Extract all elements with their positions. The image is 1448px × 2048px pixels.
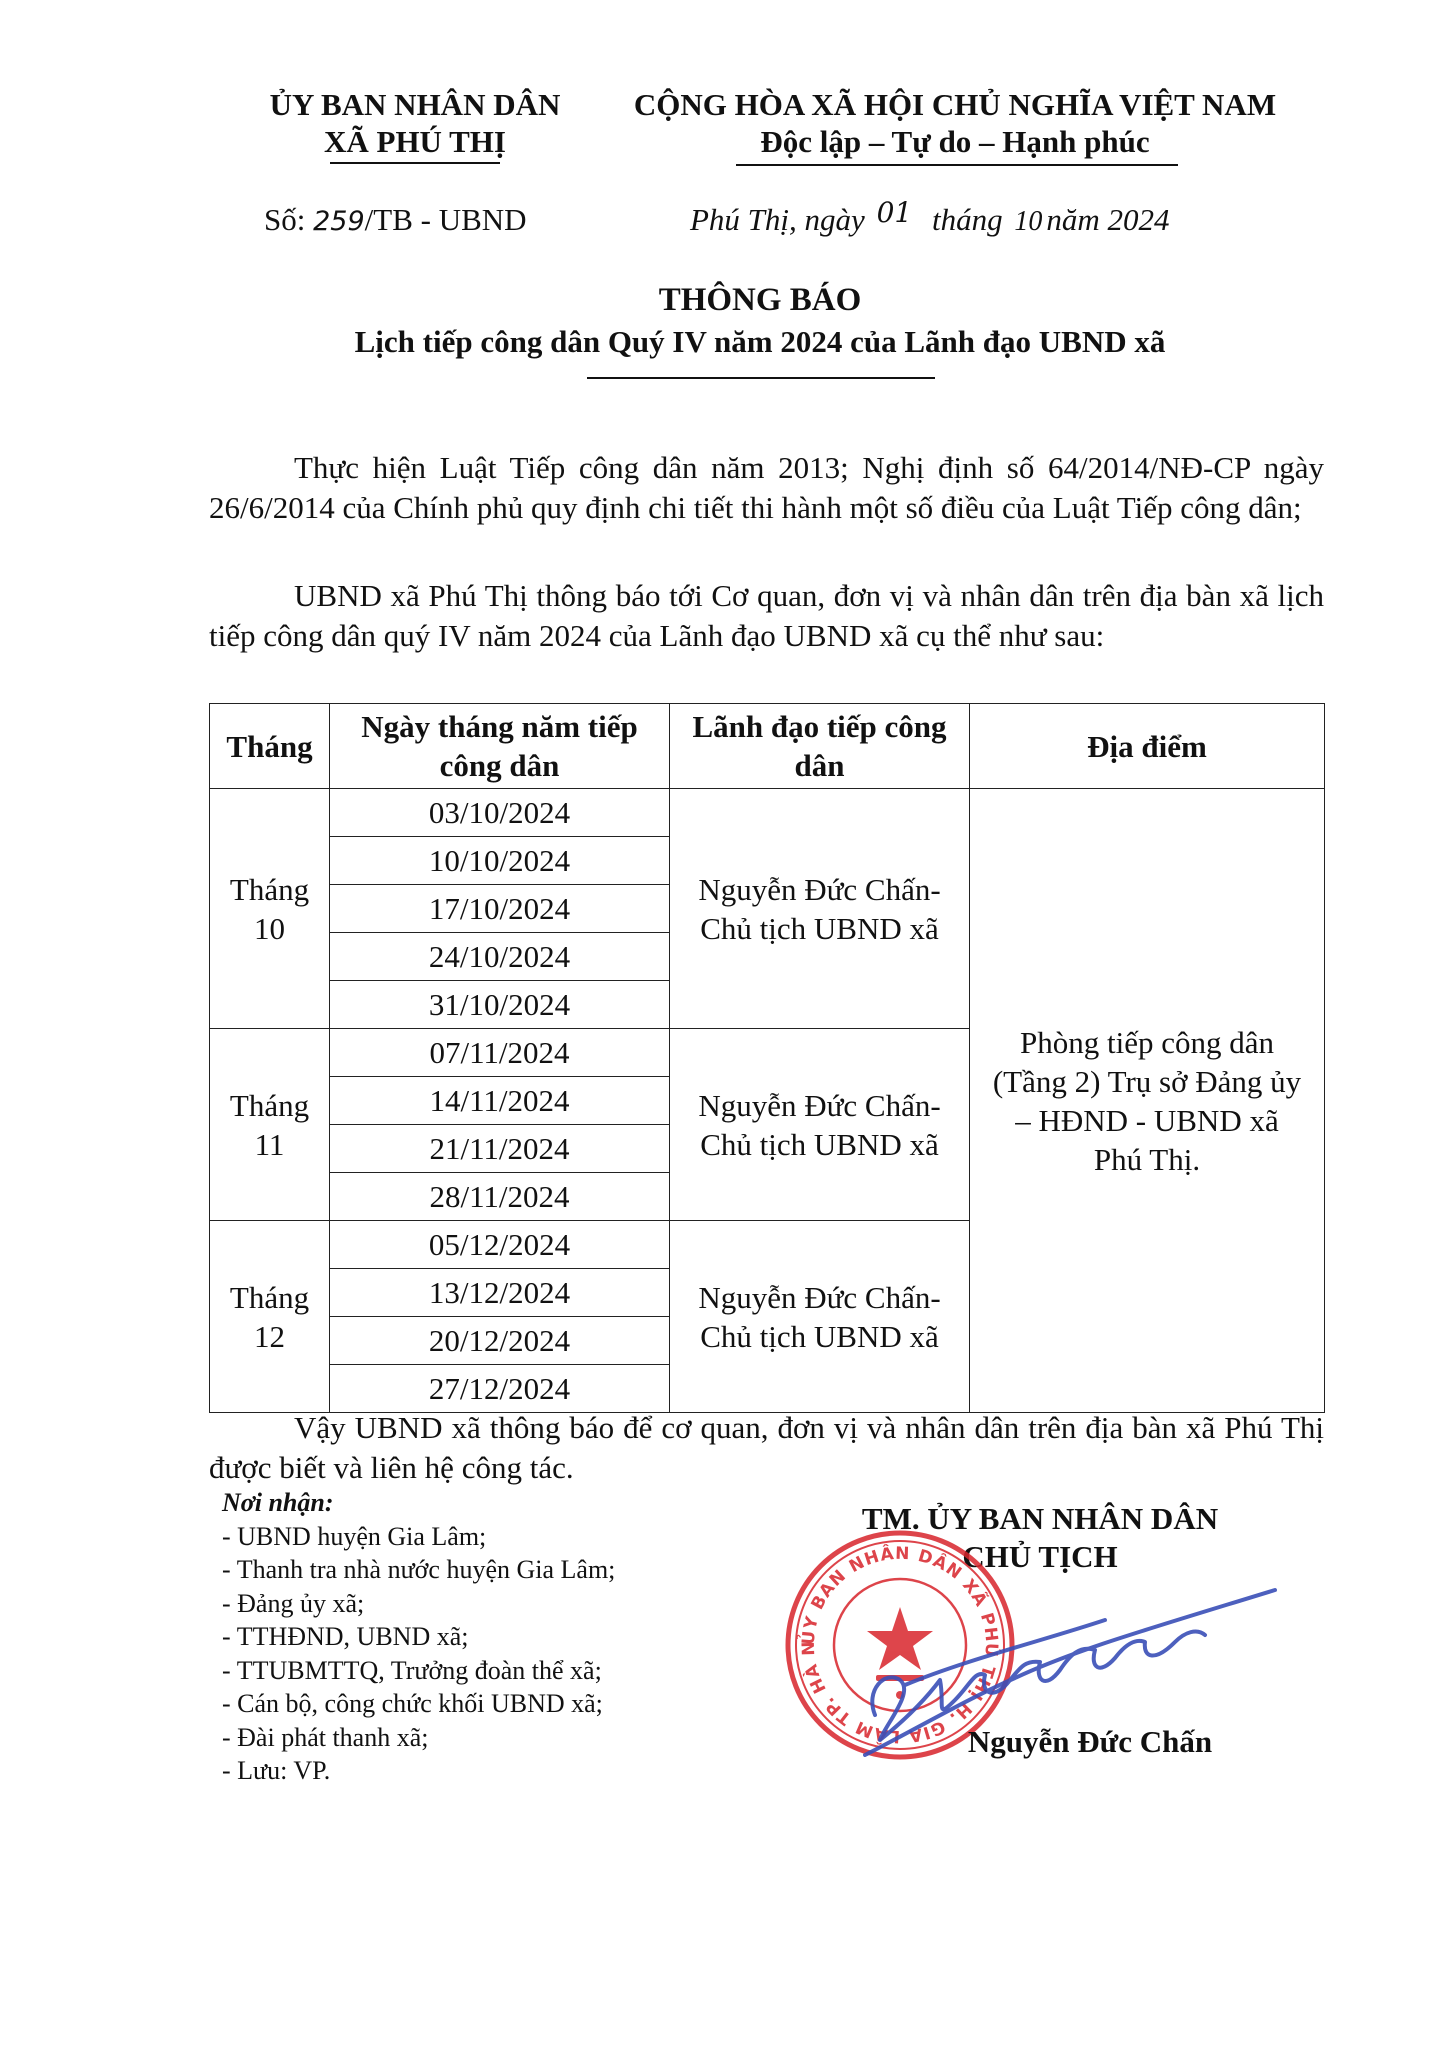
recipient-item: - Đài phát thanh xã; — [222, 1722, 429, 1752]
number-prefix: Số: — [264, 202, 306, 237]
date-place: Phú Thị, ngày — [690, 202, 865, 237]
date-cell: 07/11/2024 — [330, 1029, 670, 1077]
header-date: Ngày tháng năm tiếp công dân — [330, 704, 670, 789]
leader-cell: Nguyễn Đức Chấn- Chủ tịch UBND xã — [670, 1029, 970, 1221]
agency-name-line1: ỦY BAN NHÂN DÂN — [269, 87, 561, 122]
date-cell: 27/12/2024 — [330, 1365, 670, 1413]
number-value: 259 — [313, 206, 365, 237]
recipient-item: - TTUBMTTQ, Trưởng đoàn thể xã; — [222, 1655, 602, 1685]
date-year: năm 2024 — [1046, 202, 1170, 237]
table-header-row — [210, 704, 1325, 789]
recipient-item: - UBND huyện Gia Lâm; — [222, 1521, 487, 1551]
date-cell: 03/10/2024 — [330, 789, 670, 837]
date-month-label: tháng — [931, 202, 1003, 237]
leader-cell: Nguyễn Đức Chấn- Chủ tịch UBND xã — [670, 789, 970, 1029]
recipient-item: - Thanh tra nhà nước huyện Gia Lâm; — [222, 1555, 616, 1584]
document-title: THÔNG BÁO — [658, 282, 862, 318]
header-location: Địa điểm — [970, 704, 1325, 789]
closing-paragraph: Vậy UBND xã thông báo để cơ quan, đơn vị và nhân dân trên địa bàn xã Phú Thị được biết và liên hệ công tác. — [209, 1410, 1324, 1485]
recipients-title: Nơi nhận: — [222, 1488, 334, 1517]
date-cell: 21/11/2024 — [330, 1125, 670, 1173]
leader-cell: Nguyễn Đức Chấn- Chủ tịch UBND xã — [670, 1221, 970, 1413]
announcement-paragraph: UBND xã Phú Thị thông báo tới Cơ quan, đơn vị và nhân dân trên địa bàn xã lịch tiếp công dân quý IV năm 2024 của Lãnh đạo UBND xã cụ thể như sau: — [209, 578, 1324, 653]
signer-org: TM. ỦY BAN NHÂN DÂN — [861, 1501, 1219, 1536]
recipient-item: - Lưu: VP. — [222, 1756, 331, 1785]
header-leader: Lãnh đạo tiếp công dân — [670, 704, 970, 789]
national-motto: Độc lập – Tự do – Hạnh phúc — [760, 124, 1150, 159]
date-cell: 05/12/2024 — [330, 1221, 670, 1269]
national-title: CỘNG HÒA XÃ HỘI CHỦ NGHĨA VIỆT NAM — [633, 87, 1277, 122]
date-cell: 28/11/2024 — [330, 1173, 670, 1221]
document-number — [264, 200, 527, 242]
recipient-item: - Đảng ủy xã; — [222, 1588, 365, 1618]
date-cell: 10/10/2024 — [330, 837, 670, 885]
agency-name-line2: XÃ PHÚ THỊ — [323, 124, 506, 159]
agency-underline — [330, 162, 500, 164]
document-date — [690, 196, 1170, 242]
document-subtitle: Lịch tiếp công dân Quý IV năm 2024 của Lãnh đạo UBND xã — [354, 324, 1166, 359]
date-cell: 13/12/2024 — [330, 1269, 670, 1317]
date-cell: 17/10/2024 — [330, 885, 670, 933]
stamp-text: ỦY BAN NHÂN DÂN XÃ PHÚ THỊ H. GIA LÂM TP. HÀ N — [798, 1543, 1002, 1747]
signer-title: CHỦ TỊCH — [962, 1539, 1118, 1574]
date-day: 01 — [876, 196, 913, 229]
number-suffix: /TB - UBND — [364, 202, 527, 237]
title-underline — [587, 377, 935, 379]
recipients-block — [222, 1486, 782, 1788]
signer-name: Nguyễn Đức Chấn — [967, 1724, 1213, 1759]
recipient-item: - TTHĐND, UBND xã; — [222, 1622, 469, 1651]
motto-underline — [736, 164, 1178, 166]
date-cell: 20/12/2024 — [330, 1317, 670, 1365]
date-cell: 14/11/2024 — [330, 1077, 670, 1125]
schedule-table — [209, 703, 1325, 1413]
month-cell: Tháng 12 — [210, 1221, 330, 1413]
recipient-item: - Cán bộ, công chức khối UBND xã; — [222, 1689, 603, 1718]
header-month: Tháng — [210, 704, 330, 789]
intro-paragraph: Thực hiện Luật Tiếp công dân năm 2013; Nghị định số 64/2014/NĐ-CP ngày 26/6/2014 của Chính phủ quy định chi tiết thi hành một số điều của Luật Tiếp công dân; — [209, 450, 1324, 525]
date-month: 10 — [1014, 206, 1043, 237]
month-cell: Tháng 10 — [210, 789, 330, 1029]
table-row — [210, 789, 1325, 837]
date-cell: 31/10/2024 — [330, 981, 670, 1029]
location-cell: Phòng tiếp công dân (Tầng 2) Trụ sở Đảng ủy – HĐND - UBND xã Phú Thị. — [970, 789, 1325, 1413]
date-cell: 24/10/2024 — [330, 933, 670, 981]
month-cell: Tháng 11 — [210, 1029, 330, 1221]
